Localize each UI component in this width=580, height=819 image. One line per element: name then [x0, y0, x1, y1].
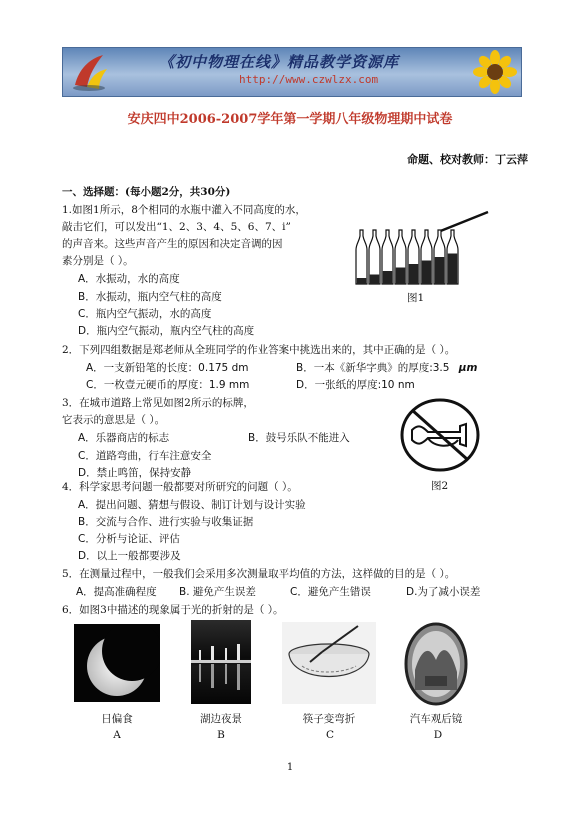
bottle-water-7: [435, 257, 444, 284]
page-number: 1: [286, 762, 294, 773]
q1-option-d: D．瓶内空气振动，瓶内空气柱的高度: [78, 325, 255, 337]
sunflower-icon: [473, 50, 517, 94]
figure-2-caption: 图2: [431, 480, 449, 492]
q2-option-d: D．一张纸的厚度:10 nm: [296, 379, 415, 391]
q1-option-c: C．瓶内空气振动，水的高度: [78, 308, 212, 320]
header-banner: [62, 47, 522, 97]
q1-line4: 素分别是（ ）。: [62, 255, 134, 267]
photo-b-caption: 湖边夜景: [200, 713, 242, 725]
q1-option-b: B．水振动，瓶内空气柱的高度: [78, 291, 222, 303]
q5-option-d: D.为了减小误差: [406, 586, 481, 598]
q3-line2: 它表示的意思是（ ）。: [62, 414, 166, 426]
bottles-figure: [352, 206, 492, 286]
q2-stem: 2．下列四组数据是郑老师从全班同学的作业答案中挑选出来的，其中正确的是（ ）。: [62, 344, 456, 356]
q4-option-d: D．以上一般都要涉及: [78, 550, 181, 562]
bottle-1: [356, 230, 367, 284]
q2-option-b-unit: μm: [458, 362, 478, 374]
photo-c-letter: C: [325, 729, 335, 741]
q4-option-c: C．分析与论证、评估: [78, 533, 180, 545]
chopsticks-bowl-image: [282, 622, 376, 704]
convex-mirror-image: [403, 620, 469, 708]
q4-option-b: B．交流与合作、进行实验与收集证据: [78, 516, 254, 528]
photo-bent-chopsticks: [282, 622, 376, 704]
photo-a-letter: A: [113, 729, 121, 741]
eclipse-image: [74, 624, 160, 702]
q3-option-d: D．禁止鸣笛，保持安静: [78, 467, 192, 479]
no-horn-sign: [398, 396, 482, 474]
banner-url: http://www.czwlzx.com: [239, 73, 379, 86]
bottle-water-8: [448, 254, 457, 285]
bottle-water-1: [357, 278, 366, 284]
q2-option-c: C．一枚壹元硬币的厚度：1.9 mm: [86, 379, 250, 391]
bottle-water-6: [422, 261, 431, 285]
bottle-water-4: [396, 268, 405, 285]
photo-car-mirror: [403, 620, 469, 708]
q4-stem: 4．科学家思考问题一般都要对所研究的问题（ ）。: [62, 481, 298, 493]
bottle-water-5: [409, 264, 418, 284]
photo-d-caption: 汽车观后镜: [409, 713, 463, 725]
photo-a-caption: 日偏食: [101, 713, 133, 725]
logo-icon: [69, 51, 111, 93]
figure-1-caption: 图1: [407, 292, 425, 304]
q3-option-c: C．道路弯曲，行车注意安全: [78, 450, 212, 462]
q6-stem: 6．如图3中描述的现象属于光的折射的是（ ）。: [62, 604, 284, 616]
q1-line2: 敲击它们，可以发出“1、2、3、4、5、6、7、i”: [62, 221, 291, 233]
q3-option-a: A．乐器商店的标志: [78, 432, 170, 444]
q2-option-b: [296, 361, 477, 375]
q4-option-a: A．提出问题、猜想与假设、制订计划与设计实验: [78, 499, 306, 511]
section-heading: 一、选择题：(每小题2分，共30分): [62, 186, 231, 198]
author-line: 命题、校对教师：丁云萍: [407, 153, 528, 166]
q2-option-a: A．一支新铅笔的长度：0.175 dm: [86, 362, 249, 374]
q1-line1: 1.如图1所示，8个相同的水瓶中灌入不同高度的水，: [62, 204, 306, 216]
photo-partial-eclipse: [74, 624, 160, 702]
lakeside-image: [191, 620, 251, 704]
q1-option-a: A．水振动，水的高度: [78, 273, 180, 285]
photo-lakeside-night: [191, 620, 251, 704]
bottle-water-3: [383, 271, 392, 284]
photo-b-letter: B: [217, 729, 225, 741]
q5-option-b: B. 避免产生误差: [179, 586, 256, 598]
banner-title: 《初中物理在线》精品教学资源库: [159, 53, 400, 71]
q3-option-b: B．鼓号乐队不能进入: [248, 432, 350, 444]
q2-option-b-text: B．一本《新华字典》的厚度:3.5: [296, 362, 450, 374]
document-title: 安庆四中2006-2007学年第一学期八年级物理期中试卷: [127, 112, 453, 127]
photo-c-caption: 筷子变弯折: [302, 713, 356, 725]
photo-d-letter: D: [433, 729, 443, 741]
q3-line1: 3．在城市道路上常见如图2所示的标牌，: [62, 397, 254, 409]
bottle-water-2: [370, 275, 379, 285]
q1-line3: 的声音来。这些声音产生的原因和决定音调的因: [62, 238, 283, 250]
q5-option-c: C．避免产生错误: [290, 586, 371, 598]
q5-option-a: A．提高准确程度: [76, 586, 157, 598]
q5-stem: 5．在测量过程中，一般我们会采用多次测量取平均值的方法，这样做的目的是（ ）。: [62, 568, 456, 580]
